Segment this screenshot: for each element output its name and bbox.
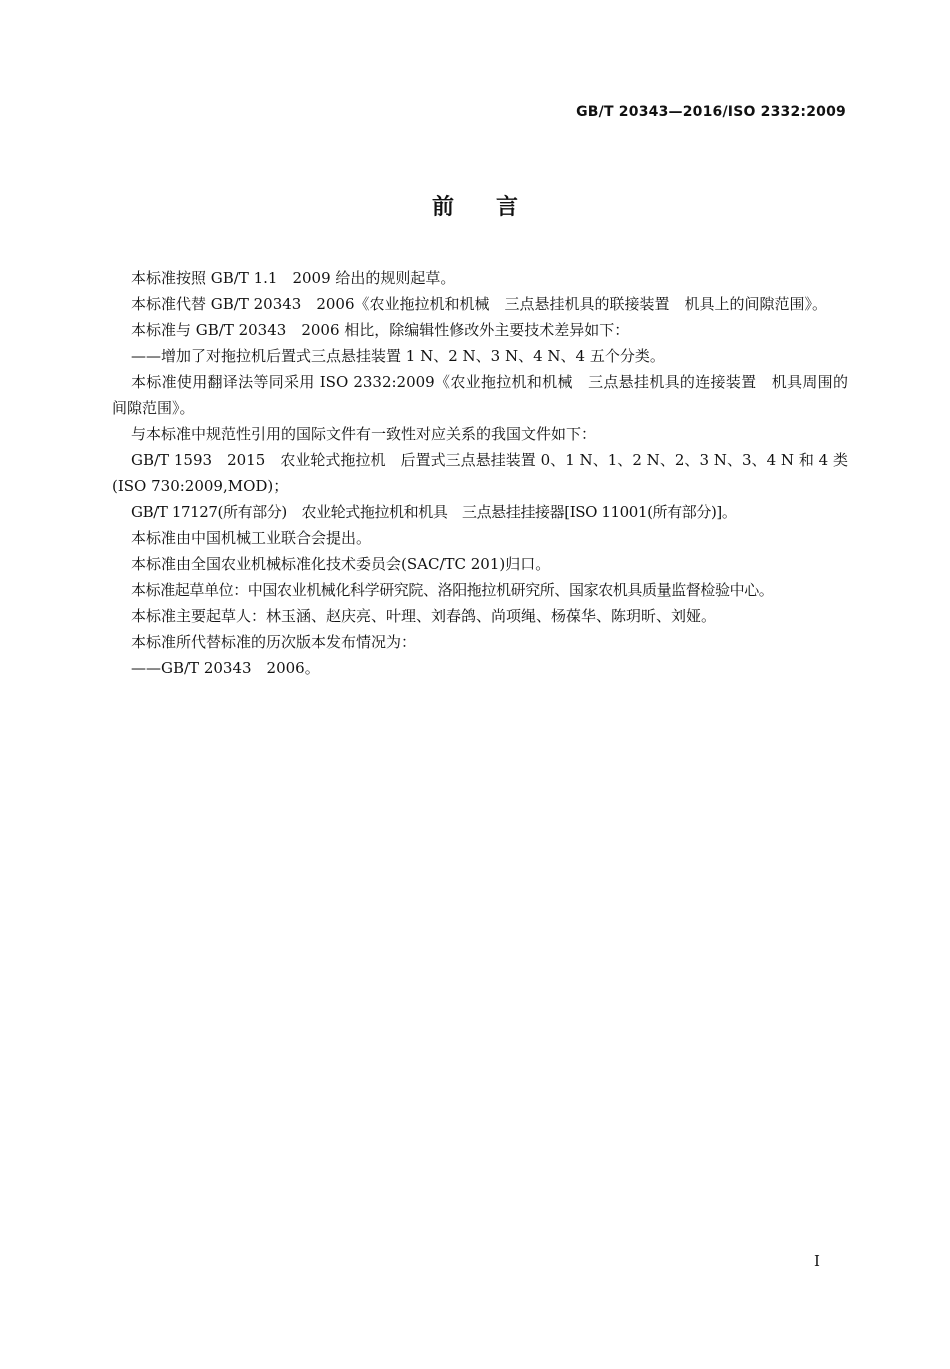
paragraph-drafting-units: 本标准起草单位：中国农业机械化科学研究院、洛阳拖拉机研究所、国家农机具质量监督检验中心。	[131, 581, 774, 599]
paragraph-under-jurisdiction: 本标准由全国农业机械标准化技术委员会(SAC/TC 201)归口。	[131, 555, 551, 573]
paragraph-drafting-rules: 本标准按照 GB/T 1.1 2009 给出的规则起草。	[131, 269, 456, 287]
paragraph-history-item: ——GB/T 20343 2006。	[131, 659, 320, 677]
paragraph-reference-gbt17127: GB/T 17127(所有部分) 农业轮式拖拉机和机具 三点悬挂挂接器[ISO 11001(所有部分)]。	[131, 503, 737, 521]
standard-number-header: GB/T 20343—2016/ISO 2332:2009	[576, 104, 846, 120]
page-title: 前言	[431, 195, 560, 220]
paragraph-drafters: 本标准主要起草人：林玉涵、赵庆亮、叶理、刘春鸽、尚项绳、杨葆华、陈玥昕、刘娅。	[131, 607, 717, 625]
paragraph-difference-item: ——增加了对拖拉机后置式三点悬挂装置 1 N、2 N、3 N、4 N、4 五个分类。	[131, 347, 665, 365]
paragraph-reference-gbt1593: GB/T 1593 2015 农业轮式拖拉机 后置式三点悬挂装置 0、1 N、1、2 N、2、3 N、3、4 N 和 4 类(ISO 730:2009,MOD)；	[112, 451, 848, 495]
paragraph-translation-method: 本标准使用翻译法等同采用 ISO 2332:2009《农业拖拉机和机械 三点悬挂机具的连接装置 机具周围的间隙范围》。	[112, 373, 848, 417]
paragraph-differences-intro: 本标准与 GB/T 20343 2006 相比，除编辑性修改外主要技术差异如下：	[131, 321, 630, 339]
document-body	[112, 265, 848, 681]
paragraph-history-intro: 本标准所代替标准的历次版本发布情况为：	[131, 633, 417, 651]
paragraph-proposed-by: 本标准由中国机械工业联合会提出。	[131, 529, 372, 547]
page-number: I	[814, 1252, 820, 1270]
paragraph-replacement: 本标准代替 GB/T 20343 2006《农业拖拉机和机械 三点悬挂机具的联接装置 机具上的间隙范围》。	[131, 295, 827, 313]
paragraph-correspondence-intro: 与本标准中规范性引用的国际文件有一致性对应关系的我国文件如下：	[131, 425, 597, 443]
